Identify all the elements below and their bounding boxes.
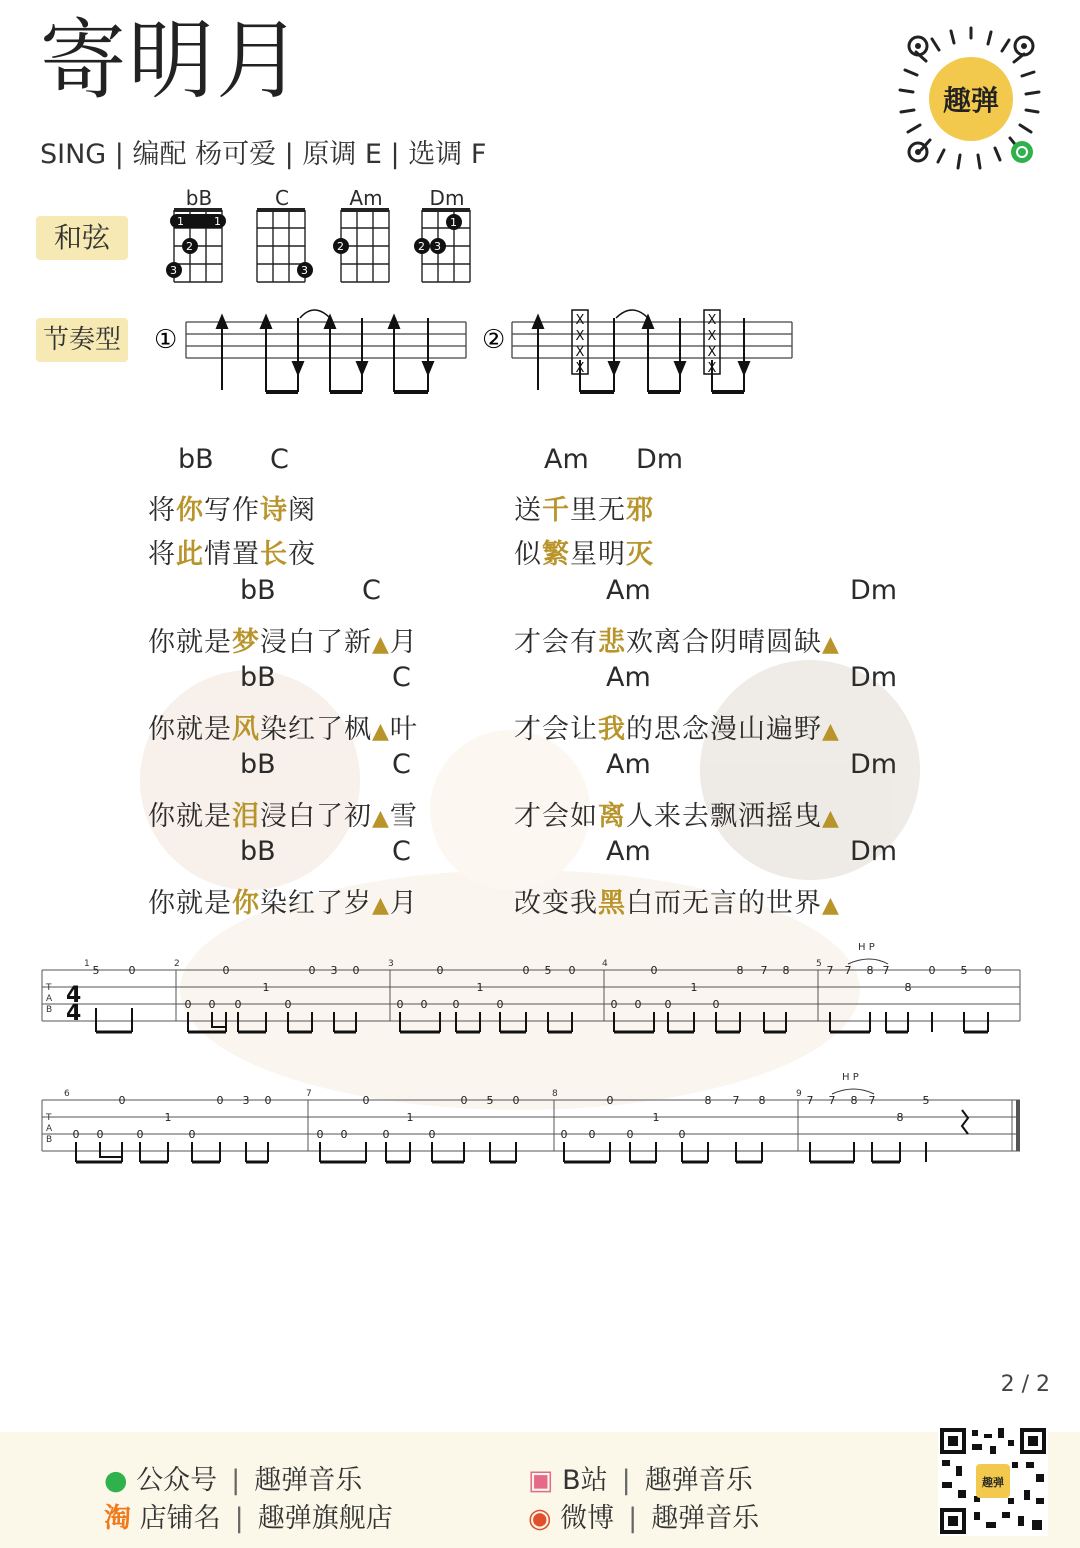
- svg-text:8: 8: [850, 1094, 858, 1107]
- svg-text:7: 7: [844, 964, 852, 977]
- chord-diagrams: [160, 204, 490, 288]
- qr-logo-text: 趣弹: [982, 1476, 1004, 1489]
- svg-text:0: 0: [362, 1094, 370, 1107]
- svg-text:0: 0: [234, 998, 242, 1011]
- svg-text:2: 2: [186, 240, 193, 253]
- svg-text:2: 2: [337, 240, 344, 253]
- svg-text:A: A: [46, 1124, 53, 1134]
- footer-bilibili[interactable]: ▣ B站 | 趣弹音乐: [528, 1465, 753, 1496]
- svg-text:4: 4: [66, 983, 82, 1008]
- svg-text:7: 7: [806, 1094, 814, 1107]
- svg-text:1: 1: [652, 1111, 660, 1124]
- chord-line-2: [0, 575, 1080, 609]
- lyric-line-2-right: 似繁星明灭: [514, 539, 654, 570]
- tab-staff-row-1: [36, 942, 1026, 1046]
- chord-label: bB: [240, 749, 276, 780]
- chord-label: C: [392, 836, 411, 867]
- chord-label: Am: [606, 662, 651, 693]
- chord-label: bB: [240, 836, 276, 867]
- measure-number: 6: [64, 1089, 70, 1099]
- svg-text:0: 0: [382, 1128, 390, 1141]
- svg-text:0: 0: [928, 964, 936, 977]
- chord-label: Dm: [850, 836, 898, 867]
- weibo-icon: ◉: [528, 1503, 552, 1534]
- measure-number: 1: [84, 959, 90, 969]
- lyric-line-1-left: 将你写作诗阕: [148, 495, 316, 526]
- svg-text:0: 0: [308, 964, 316, 977]
- svg-text:0: 0: [452, 998, 460, 1011]
- svg-text:1: 1: [214, 215, 221, 228]
- svg-text:5: 5: [960, 964, 968, 977]
- svg-text:7: 7: [828, 1094, 836, 1107]
- svg-text:5: 5: [486, 1094, 494, 1107]
- svg-text:0: 0: [352, 964, 360, 977]
- svg-text:1: 1: [690, 981, 698, 994]
- chord-label: Dm: [636, 444, 684, 475]
- chord-label: Dm: [850, 749, 898, 780]
- lyric-line-4-right: 才会让我的思念漫山遍野▲: [514, 714, 840, 745]
- svg-text:X: X: [575, 313, 585, 328]
- svg-text:8: 8: [736, 964, 744, 977]
- lyric-line-3-left: 你就是梦浸白了新▲月: [148, 627, 418, 658]
- svg-text:0: 0: [522, 964, 530, 977]
- lyric-line-5-right: 才会如离人来去飘洒摇曳▲: [514, 801, 840, 832]
- svg-text:X: X: [575, 329, 585, 344]
- chord-label: Am: [606, 836, 651, 867]
- measure-number: 4: [602, 959, 608, 969]
- chords-tag: 和弦: [36, 216, 128, 260]
- svg-text:0: 0: [136, 1128, 144, 1141]
- bilibili-icon: ▣: [528, 1465, 554, 1496]
- rhythm-label-1: ①: [154, 325, 178, 355]
- svg-text:1: 1: [164, 1111, 172, 1124]
- svg-text:0: 0: [428, 1128, 436, 1141]
- measure-number: 7: [306, 1089, 312, 1099]
- chord-line-5: [0, 836, 1080, 870]
- svg-text:0: 0: [184, 998, 192, 1011]
- svg-text:B: B: [46, 1005, 53, 1015]
- svg-text:0: 0: [678, 1128, 686, 1141]
- svg-text:0: 0: [72, 1128, 80, 1141]
- chord-name-C: C: [275, 186, 289, 210]
- svg-text:5: 5: [922, 1094, 930, 1107]
- svg-text:1: 1: [450, 216, 457, 229]
- svg-text:0: 0: [496, 998, 504, 1011]
- lyric-line-4-left: 你就是风染红了枫▲叶: [148, 714, 418, 745]
- svg-text:1: 1: [262, 981, 270, 994]
- svg-text:0: 0: [650, 964, 658, 977]
- chord-label: Am: [606, 575, 651, 606]
- chord-label: bB: [178, 444, 214, 475]
- lyric-line-6-right: 改变我黑白而无言的世界▲: [514, 888, 840, 919]
- svg-text:A: A: [46, 994, 53, 1004]
- tab-staff-row-2: [36, 1072, 1026, 1176]
- svg-text:0: 0: [222, 964, 230, 977]
- svg-text:0: 0: [118, 1094, 126, 1107]
- taobao-icon: 淘: [104, 1503, 131, 1534]
- lyric-line-2-left: 将此情置长夜: [148, 539, 316, 570]
- svg-text:0: 0: [712, 998, 720, 1011]
- chord-name-bB: bB: [185, 186, 213, 210]
- svg-text:0: 0: [610, 998, 618, 1011]
- chord-label: Dm: [850, 662, 898, 693]
- svg-text:0: 0: [96, 1128, 104, 1141]
- rhythm-label-2: ②: [482, 325, 506, 355]
- svg-text:3: 3: [242, 1094, 250, 1107]
- chord-line-4: [0, 749, 1080, 783]
- svg-text:0: 0: [284, 998, 292, 1011]
- svg-text:X: X: [707, 345, 717, 360]
- song-title: 寄明月: [40, 11, 304, 111]
- svg-text:0: 0: [316, 1128, 324, 1141]
- svg-text:5: 5: [92, 964, 100, 977]
- svg-text:X: X: [575, 361, 585, 376]
- svg-text:X: X: [575, 345, 585, 360]
- svg-text:0: 0: [560, 1128, 568, 1141]
- svg-text:T: T: [46, 1113, 52, 1123]
- measure-number: 2: [174, 959, 180, 969]
- svg-text:3: 3: [170, 264, 177, 277]
- svg-text:7: 7: [868, 1094, 876, 1107]
- lyric-line-1-right: 送千里无邪: [514, 495, 654, 526]
- svg-text:7: 7: [882, 964, 890, 977]
- rhythm-patterns: [150, 300, 810, 400]
- mini-program-code[interactable]: [896, 24, 1046, 174]
- chord-label: C: [270, 444, 289, 475]
- chord-name-Am: Am: [349, 186, 383, 210]
- svg-text:2: 2: [418, 240, 425, 253]
- svg-text:0: 0: [568, 964, 576, 977]
- measure-number: 8: [552, 1089, 558, 1099]
- svg-text:8: 8: [904, 981, 912, 994]
- svg-text:3: 3: [330, 964, 338, 977]
- chord-label: Am: [606, 749, 651, 780]
- svg-text:7: 7: [760, 964, 768, 977]
- svg-text:X: X: [707, 313, 717, 328]
- chord-label: Am: [544, 444, 589, 475]
- svg-text:4: 4: [66, 1001, 82, 1026]
- svg-text:0: 0: [436, 964, 444, 977]
- svg-text:0: 0: [664, 998, 672, 1011]
- svg-text:1: 1: [406, 1111, 414, 1124]
- svg-text:7: 7: [826, 964, 834, 977]
- svg-text:0: 0: [264, 1094, 272, 1107]
- footer-qr-code[interactable]: [938, 1426, 1048, 1536]
- svg-text:X: X: [707, 361, 717, 376]
- chord-label: bB: [240, 662, 276, 693]
- svg-text:8: 8: [896, 1111, 904, 1124]
- mini-logo-text: 趣弹: [942, 84, 1000, 117]
- svg-text:0: 0: [588, 1128, 596, 1141]
- chord-line-1: [0, 444, 1080, 478]
- svg-text:0: 0: [208, 998, 216, 1011]
- svg-text:0: 0: [188, 1128, 196, 1141]
- svg-text:0: 0: [984, 964, 992, 977]
- lyric-line-5-left: 你就是泪浸白了初▲雪: [148, 801, 418, 832]
- svg-text:5: 5: [544, 964, 552, 977]
- svg-text:B: B: [46, 1135, 53, 1145]
- svg-text:1: 1: [476, 981, 484, 994]
- footer-shop[interactable]: 淘 店铺名 | 趣弹旗舰店: [104, 1503, 393, 1534]
- svg-text:0: 0: [512, 1094, 520, 1107]
- svg-text:0: 0: [340, 1128, 348, 1141]
- svg-text:8: 8: [782, 964, 790, 977]
- svg-text:8: 8: [758, 1094, 766, 1107]
- svg-text:8: 8: [704, 1094, 712, 1107]
- svg-text:0: 0: [420, 998, 428, 1011]
- technique-label: H P: [842, 1072, 859, 1083]
- svg-text:0: 0: [634, 998, 642, 1011]
- rhythm-tag: 节奏型: [36, 318, 128, 362]
- svg-text:0: 0: [128, 964, 136, 977]
- lyric-line-3-right: 才会有悲欢离合阴晴圆缺▲: [514, 627, 840, 658]
- svg-text:1: 1: [177, 215, 184, 228]
- chord-label: C: [392, 662, 411, 693]
- page-number: 2 / 2: [1000, 1372, 1050, 1397]
- chord-label: C: [362, 575, 381, 606]
- svg-text:X: X: [707, 329, 717, 344]
- wechat-icon: ●: [104, 1465, 128, 1496]
- svg-text:0: 0: [606, 1094, 614, 1107]
- svg-text:7: 7: [732, 1094, 740, 1107]
- measure-number: 5: [816, 959, 822, 969]
- svg-text:0: 0: [396, 998, 404, 1011]
- svg-text:T: T: [46, 983, 52, 993]
- svg-text:0: 0: [216, 1094, 224, 1107]
- measure-number: 9: [796, 1089, 802, 1099]
- chord-name-Dm: Dm: [429, 186, 465, 210]
- measure-number: 3: [388, 959, 394, 969]
- technique-label: H P: [858, 942, 875, 953]
- chord-label: C: [392, 749, 411, 780]
- svg-text:0: 0: [626, 1128, 634, 1141]
- svg-text:0: 0: [460, 1094, 468, 1107]
- svg-text:8: 8: [866, 964, 874, 977]
- svg-text:3: 3: [301, 264, 308, 277]
- chord-label: Dm: [850, 575, 898, 606]
- chord-line-3: [0, 662, 1080, 696]
- footer-weibo[interactable]: ◉ 微博 | 趣弹音乐: [528, 1503, 760, 1534]
- footer-wechat[interactable]: ● 公众号 | 趣弹音乐: [104, 1465, 363, 1496]
- chord-label: bB: [240, 575, 276, 606]
- lyric-line-6-left: 你就是你染红了岁▲月: [148, 888, 418, 919]
- svg-text:3: 3: [434, 240, 441, 253]
- song-subtitle: SING | 编配 杨可爱 | 原调 E | 选调 F: [40, 139, 487, 170]
